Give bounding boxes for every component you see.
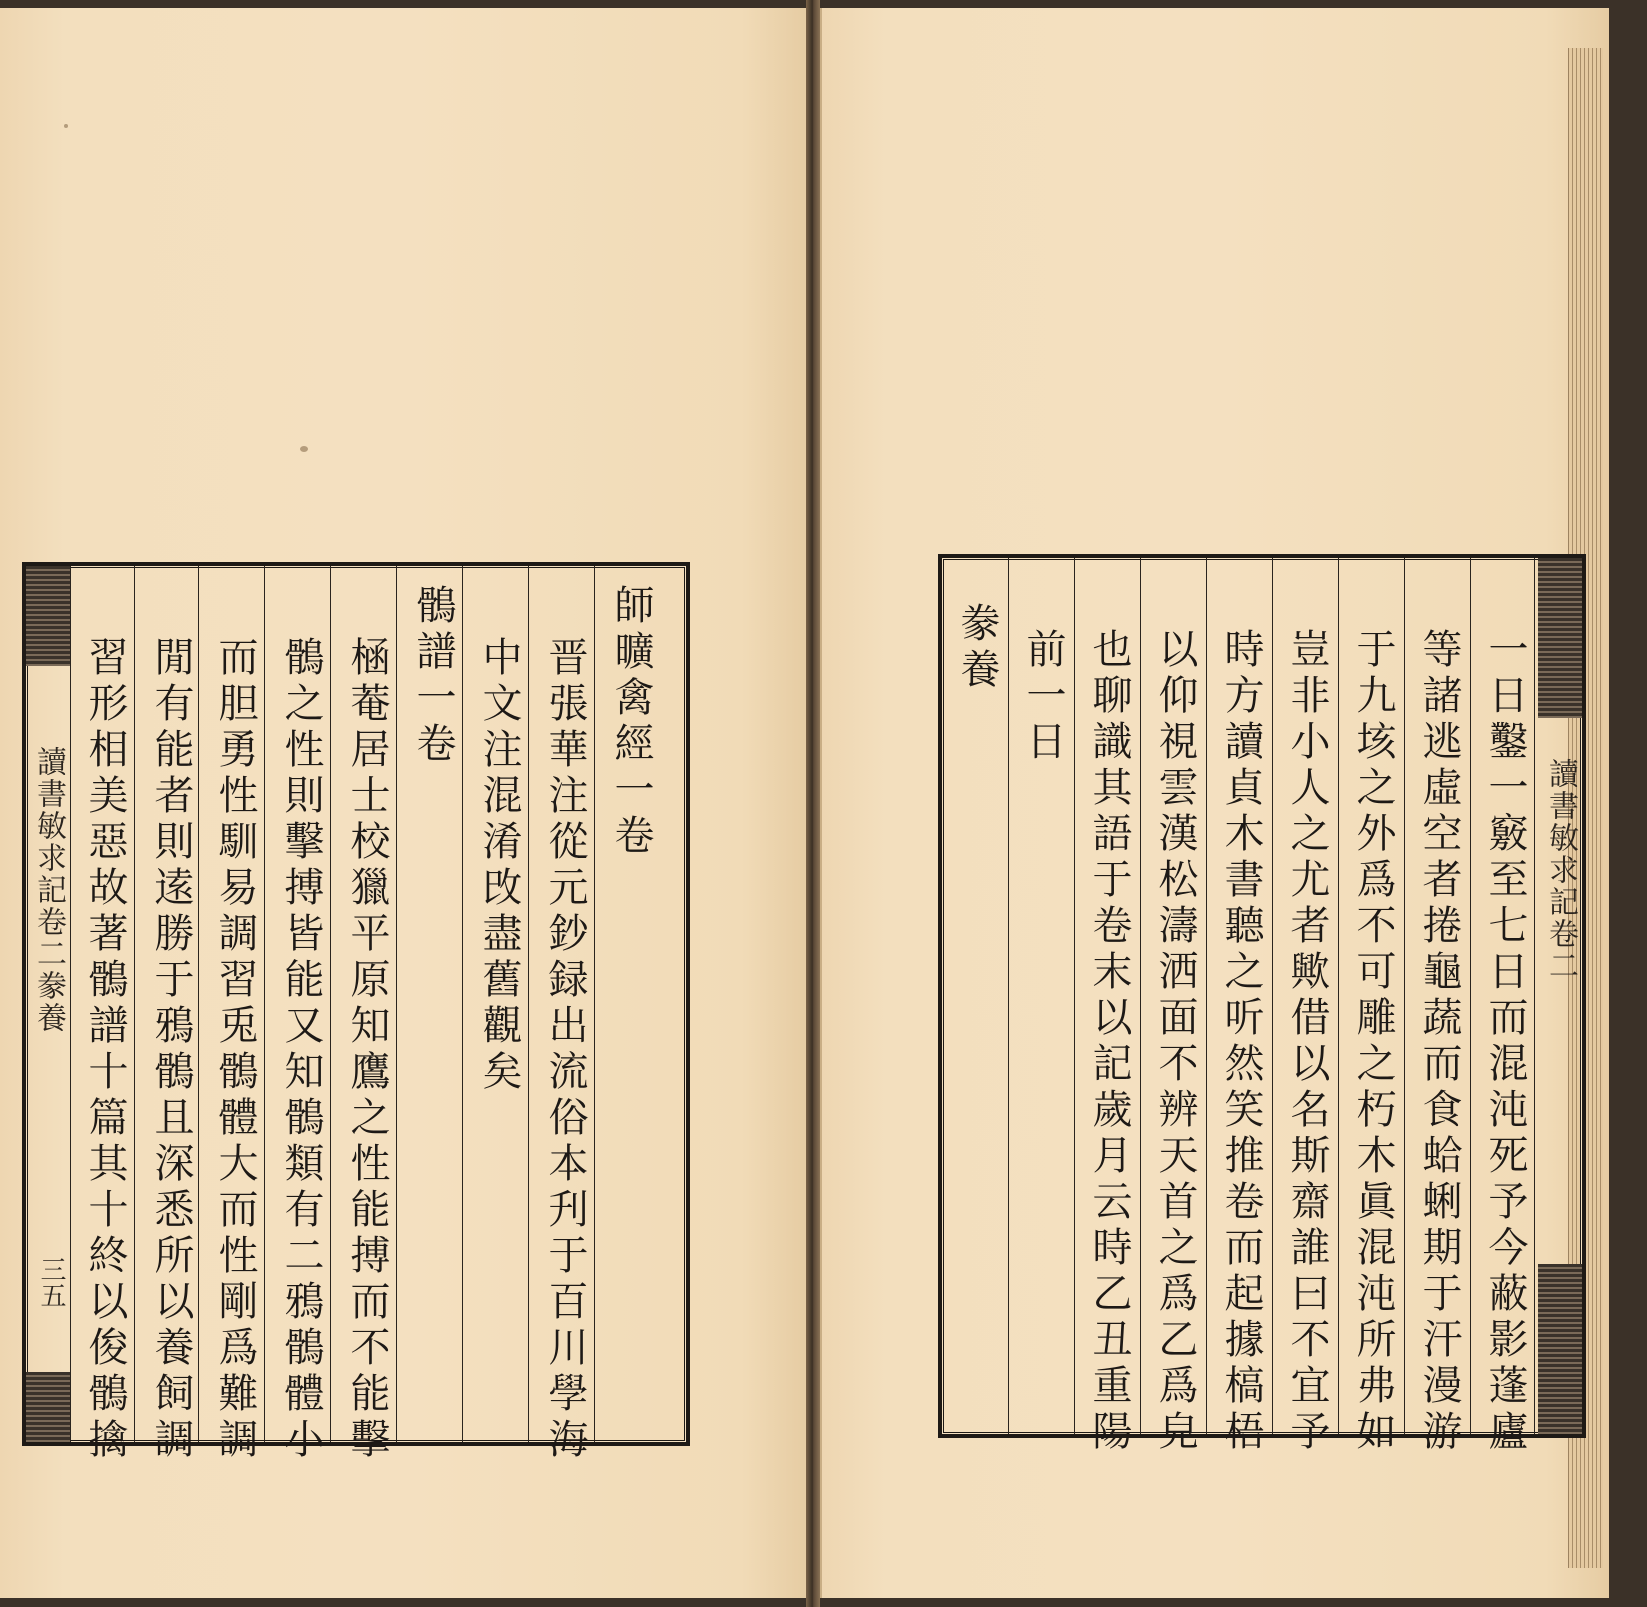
column-rule: [1206, 558, 1207, 1434]
text-column: 豈非小人之尤者歟借以名斯齋誰曰不宜予: [1284, 628, 1330, 1456]
right-banxin: 讀書敏求記卷二: [1543, 758, 1578, 982]
column-rule: [1338, 558, 1339, 1434]
right-text-frame: [938, 554, 1586, 1456]
text-column: 師曠禽經一卷: [608, 584, 654, 860]
column-rule: [1470, 558, 1471, 1434]
book-gutter: [806, 0, 820, 1607]
column-rule: [1404, 558, 1405, 1434]
column-rule: [1272, 558, 1273, 1434]
paper-speck: [300, 446, 308, 452]
banxin-title: 讀書敏求記卷二: [31, 746, 66, 970]
text-column: 鶻譜一卷: [410, 584, 456, 768]
column-rule: [1140, 558, 1141, 1434]
fish-tail-ornament: [1538, 1264, 1582, 1434]
text-column: 鶻之性則擊搏皆能又知鶻類有二鴉鶻體小: [278, 636, 324, 1464]
text-column: 㮀菴居士校獵平原知鷹之性能搏而不能擊: [344, 636, 390, 1464]
fish-tail-ornament: [1538, 558, 1582, 718]
column-rule: [1008, 558, 1009, 1434]
text-column: 一日鑿一竅至七日而混沌死予今蔽影蓬廬: [1482, 628, 1528, 1456]
column-rule: [1074, 558, 1075, 1434]
text-column: 以仰視雲漢松濤洒面不辨天首之爲乙爲皃: [1152, 628, 1198, 1456]
fish-tail-ornament: [26, 1372, 70, 1442]
text-column: 而胆勇性馴易調習兎鶻體大而性剛爲難調: [212, 636, 258, 1464]
text-column: 于九垓之外爲不可雕之朽木眞混沌所弗如: [1350, 628, 1396, 1456]
banxin-section: 豢養: [31, 970, 66, 1034]
text-column: 閒有能者則逺勝于鴉鶻且深悉所以養飼調: [148, 636, 194, 1464]
text-column: 時方讀貞木書聽之听然笑推卷而起據槁梧: [1218, 628, 1264, 1456]
folio-number: 三五: [36, 1256, 66, 1308]
text-column: 習形相美惡故著鶻譜十篇其十終以俊鶻擒: [82, 636, 128, 1464]
column-rule: [70, 566, 71, 1442]
left-text-frame: [22, 562, 690, 1464]
paper-speck: [64, 124, 68, 128]
section-heading: 豢養: [954, 602, 1000, 694]
text-column: 前一日: [1020, 628, 1066, 766]
left-page: [0, 8, 808, 1598]
text-column: 晋張華注從元鈔録出流俗本刋于百川學海: [542, 636, 588, 1464]
left-banxin: [26, 566, 70, 1442]
text-column: 中文注混淆攺盡舊觀矣: [476, 636, 522, 1096]
text-column: 也聊識其語于卷末以記歲月云時乙丑重陽: [1086, 628, 1132, 1456]
text-column: 等諸逃虛空者捲龜蔬而食蛤蜊期于汗漫游: [1416, 628, 1462, 1456]
